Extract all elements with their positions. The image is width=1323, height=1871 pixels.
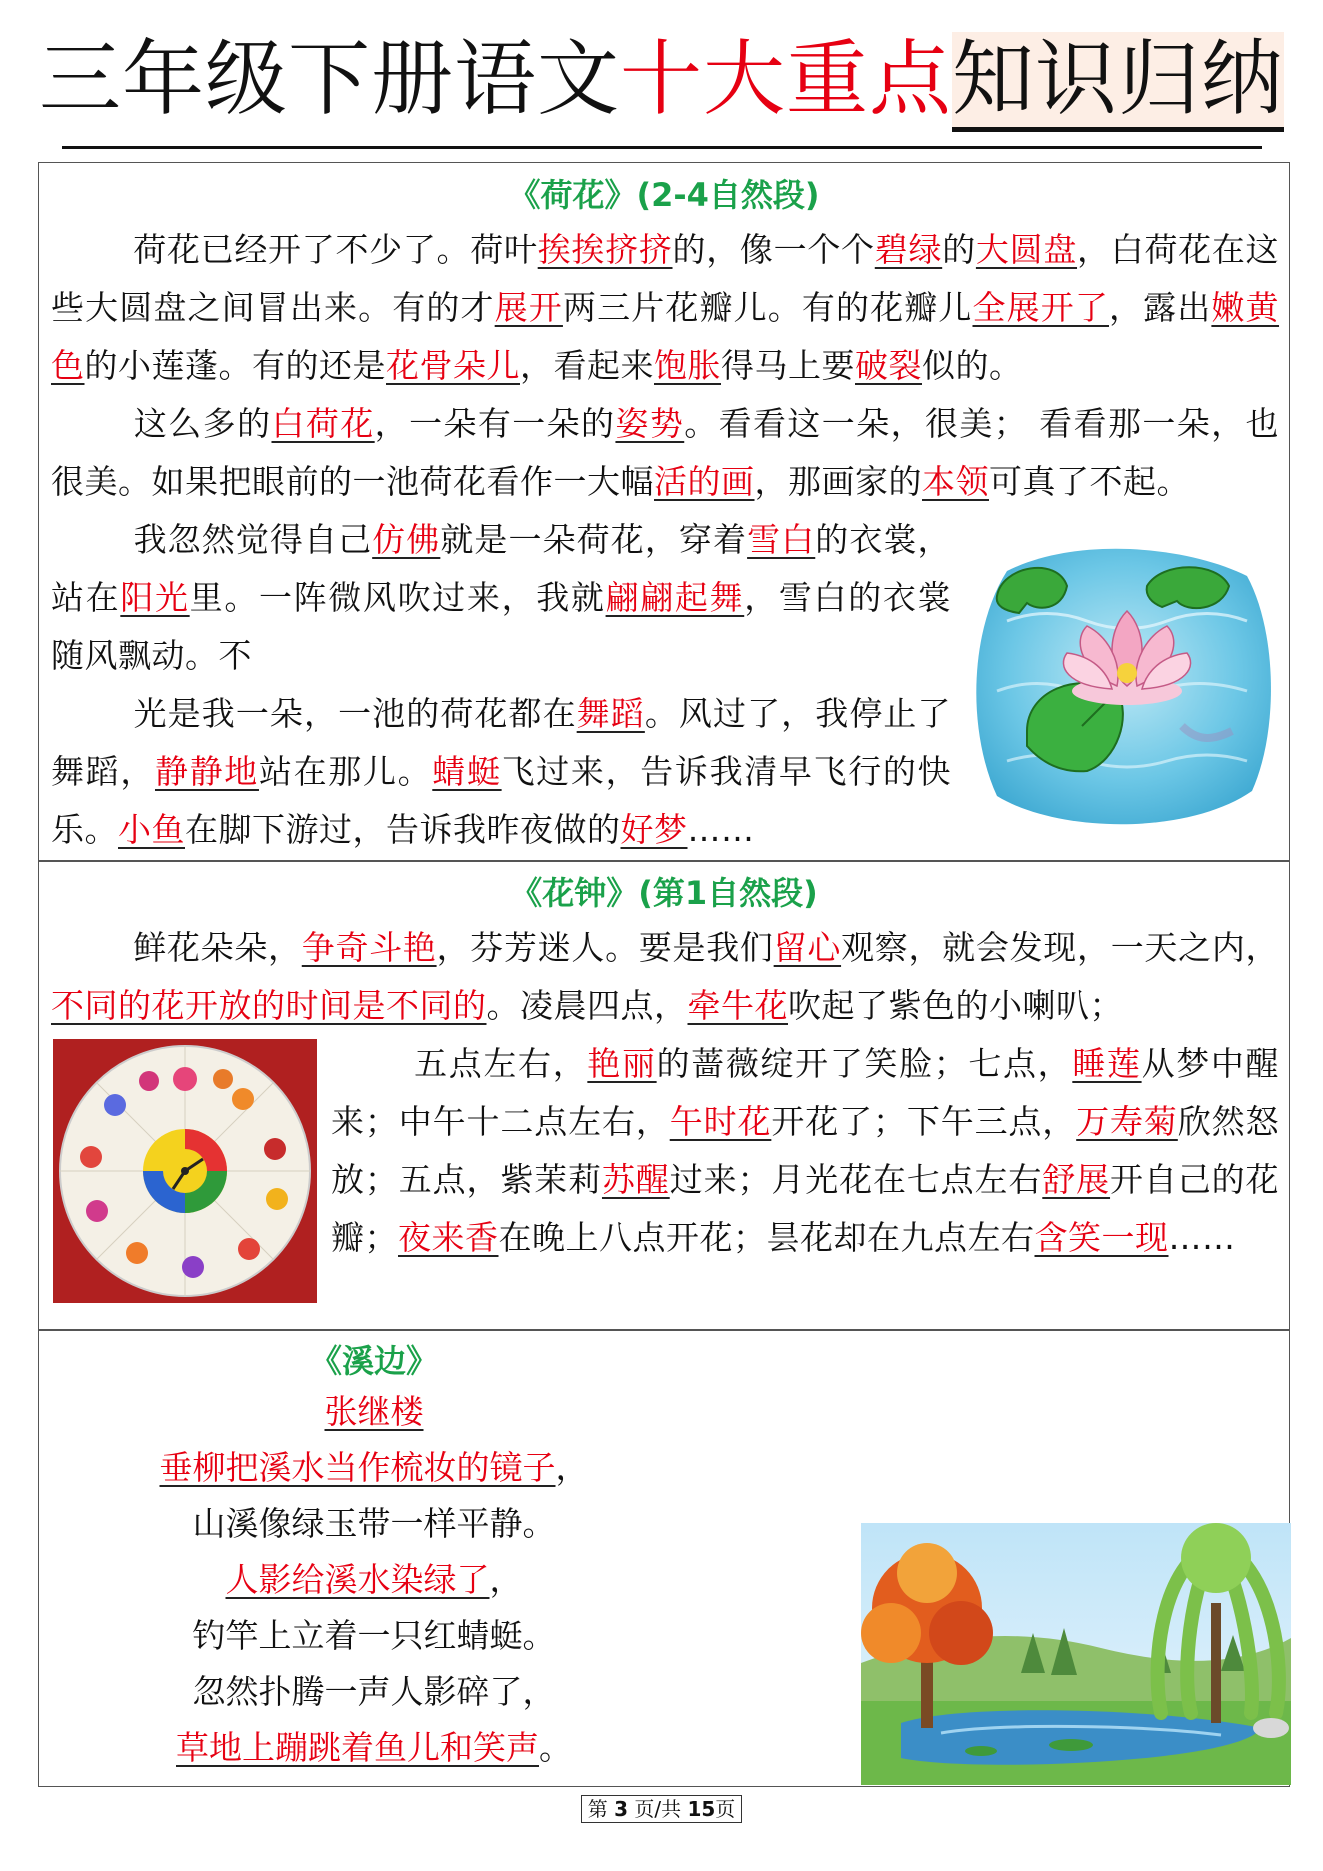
key-phrase: 全展开了 (972, 288, 1109, 327)
paragraph-flower-clock-2 (331, 1035, 1279, 1267)
text-run: ，那画家的 (754, 462, 922, 501)
text-run: 过来；月光花在七点左右 (669, 1160, 1043, 1199)
text-run: 的，像一个个 (672, 230, 875, 269)
key-phrase: 艳丽 (587, 1044, 657, 1083)
key-phrase: 含笑一现 (1034, 1218, 1169, 1257)
text-run: ，白荷花在这些大圆盘之间冒出来。有的才 (51, 230, 1280, 327)
poem-author (39, 1383, 709, 1441)
text-run: 似的。 (922, 346, 1023, 385)
title-underline (62, 146, 1262, 149)
poem-line (39, 1439, 709, 1497)
paragraph-lotus-3 (51, 511, 951, 685)
key-phrase: 万寿菊 (1076, 1102, 1178, 1141)
key-phrase: 仿佛 (372, 520, 441, 559)
key-phrase: 垂柳把溪水当作梳妆的镜子 (159, 1448, 556, 1487)
key-phrase: 活的画 (654, 462, 755, 501)
text-run: 。凌晨四点， (486, 986, 688, 1025)
paragraph-flower-clock-1 (51, 919, 1279, 1035)
text-run: 飞过来，告诉我清早飞行的快乐。 (51, 752, 952, 849)
key-phrase: 挨挨挤挤 (537, 230, 673, 269)
key-phrase: 本领 (922, 462, 989, 501)
text-run: 的衣裳，站在 (51, 520, 952, 617)
key-phrase: 张继楼 (324, 1392, 424, 1431)
text-run: 钓竿上立着一只红蜻蜓。 (192, 1616, 556, 1655)
text-run: …… (1168, 1218, 1236, 1257)
text-run: 鲜花朵朵， (133, 928, 302, 967)
text-run: 。看看这一朵，很美； 看看那一朵，也很美。如果把眼前的一池荷花看作一大幅 (51, 404, 1280, 501)
paragraph-lotus-4 (51, 685, 951, 859)
poem-line (39, 1607, 709, 1665)
text-run: 这么多的 (133, 404, 272, 443)
poem-line (39, 1719, 709, 1777)
text-run: 。风过了，我停止了舞蹈， (51, 694, 952, 791)
page-title (0, 30, 1323, 130)
text-run: ，看起来 (520, 346, 654, 385)
key-phrase: 白荷花 (271, 404, 375, 443)
title-part-black: 三年级下册语文 (38, 32, 620, 127)
key-phrase: 展开 (494, 288, 563, 327)
key-phrase: 雪白 (747, 520, 816, 559)
text-run: ，芬芳迷人。要是我们 (436, 928, 774, 967)
text-run: 光是我一朵，一池的荷花都在 (133, 694, 577, 733)
text-run: 可真了不起。 (989, 462, 1190, 501)
key-phrase: 阳光 (120, 578, 190, 617)
section-heading-lotus: 《荷花》(2-4自然段) (508, 176, 820, 214)
title-part-highlight: 知识归纳 (952, 32, 1284, 132)
key-phrase: 夜来香 (398, 1218, 499, 1257)
key-phrase: 好梦 (620, 810, 688, 849)
title-part-red: 十大重点 (619, 32, 952, 127)
text-run: 在脚下游过，告诉我昨夜做的 (185, 810, 621, 849)
key-phrase: 大圆盘 (975, 230, 1078, 269)
text-run: 的小莲蓬。有的还是 (84, 346, 386, 385)
key-phrase: 争奇斗艳 (301, 928, 437, 967)
key-phrase: 人影给溪水染绿了 (225, 1560, 490, 1599)
text-run: 在晚上八点开花；昙花却在九点左右 (498, 1218, 1035, 1257)
key-phrase: 小鱼 (118, 810, 185, 849)
text-run: ，雪白的衣裳随风飘动。不 (51, 578, 952, 675)
text-run: 得马上要 (721, 346, 855, 385)
key-phrase: 翩翩起舞 (605, 578, 745, 617)
text-run: 五点左右， (413, 1044, 588, 1083)
text-run: 两三片花瓣儿。有的花瓣儿 (562, 288, 973, 327)
paragraph-lotus-1 (51, 221, 1279, 395)
text-run: 我忽然觉得自己 (133, 520, 373, 559)
text-run: 欣然怒放；五点，紫茉莉 (331, 1102, 1280, 1199)
section-heading-stream: 《溪边》 (309, 1342, 438, 1380)
page-footer (0, 1796, 1323, 1822)
poem-stream (39, 1383, 709, 1783)
text-run: 里。一阵微风吹过来，我就 (189, 578, 606, 617)
lotus-pond-illustration (967, 541, 1275, 831)
text-run: 站在那儿。 (258, 752, 433, 791)
flower-clock-photo (53, 1039, 317, 1303)
text-run: 就是一朵荷花，穿着 (440, 520, 748, 559)
text-run: ，一朵有一朵的 (374, 404, 616, 443)
text-run: 开自己的花瓣； (331, 1160, 1280, 1257)
key-phrase: 静静地 (154, 752, 259, 791)
key-phrase: 草地上蹦跳着鱼儿和笑声 (176, 1728, 539, 1767)
current-page: 3 (614, 1797, 628, 1821)
key-phrase: 睡莲 (1072, 1044, 1142, 1083)
poem-line (39, 1551, 709, 1609)
page-number-box: 第 3 页/共 15页 (581, 1795, 743, 1823)
section-divider (39, 860, 1289, 862)
key-phrase: 牵牛花 (687, 986, 788, 1025)
text-run: 的蔷薇绽开了笑脸；七点， (656, 1044, 1073, 1083)
poem-line (39, 1495, 709, 1553)
text-run: 忽然扑腾一声人影碎了， (192, 1672, 556, 1711)
content-box (38, 162, 1290, 1787)
key-phrase: 午时花 (669, 1102, 772, 1141)
text-run: 。 (539, 1728, 572, 1767)
text-run: ， (489, 1560, 523, 1599)
key-phrase: 不同的花开放的时间是不同的 (51, 986, 487, 1025)
text-run: 荷花已经开了不少了。荷叶 (133, 230, 538, 269)
key-phrase: 舒展 (1042, 1160, 1111, 1199)
text-run: 的 (942, 230, 976, 269)
key-phrase: 破裂 (855, 346, 922, 385)
text-run: 山溪像绿玉带一样平静。 (192, 1504, 556, 1543)
poem-line (39, 1663, 709, 1721)
key-phrase: 碧绿 (874, 230, 943, 269)
key-phrase: 舞蹈 (576, 694, 645, 733)
key-phrase: 花骨朵儿 (386, 346, 520, 385)
stream-landscape-illustration (861, 1523, 1291, 1785)
text-run: 从梦中醒来；中午十二点左右， (331, 1044, 1280, 1141)
text-run: ，露出 (1109, 288, 1212, 327)
text-run: ， (555, 1448, 589, 1487)
section-heading-flower-clock: 《花钟》(第1自然段) (510, 874, 818, 912)
text-run: 吹起了紫色的小喇叭； (788, 986, 1123, 1025)
key-phrase: 姿势 (615, 404, 685, 443)
key-phrase: 苏醒 (601, 1160, 670, 1199)
text-run: …… (687, 810, 755, 849)
key-phrase: 嫩黄色 (51, 288, 1280, 385)
key-phrase: 留心 (773, 928, 842, 967)
total-pages: 15 (687, 1797, 716, 1821)
key-phrase: 饱胀 (654, 346, 721, 385)
paragraph-lotus-2 (51, 395, 1279, 511)
key-phrase: 蜻蜓 (432, 752, 502, 791)
text-run: 观察，就会发现，一天之内， (841, 928, 1280, 967)
text-run: 开花了；下午三点， (771, 1102, 1077, 1141)
section-divider (39, 1329, 1289, 1331)
